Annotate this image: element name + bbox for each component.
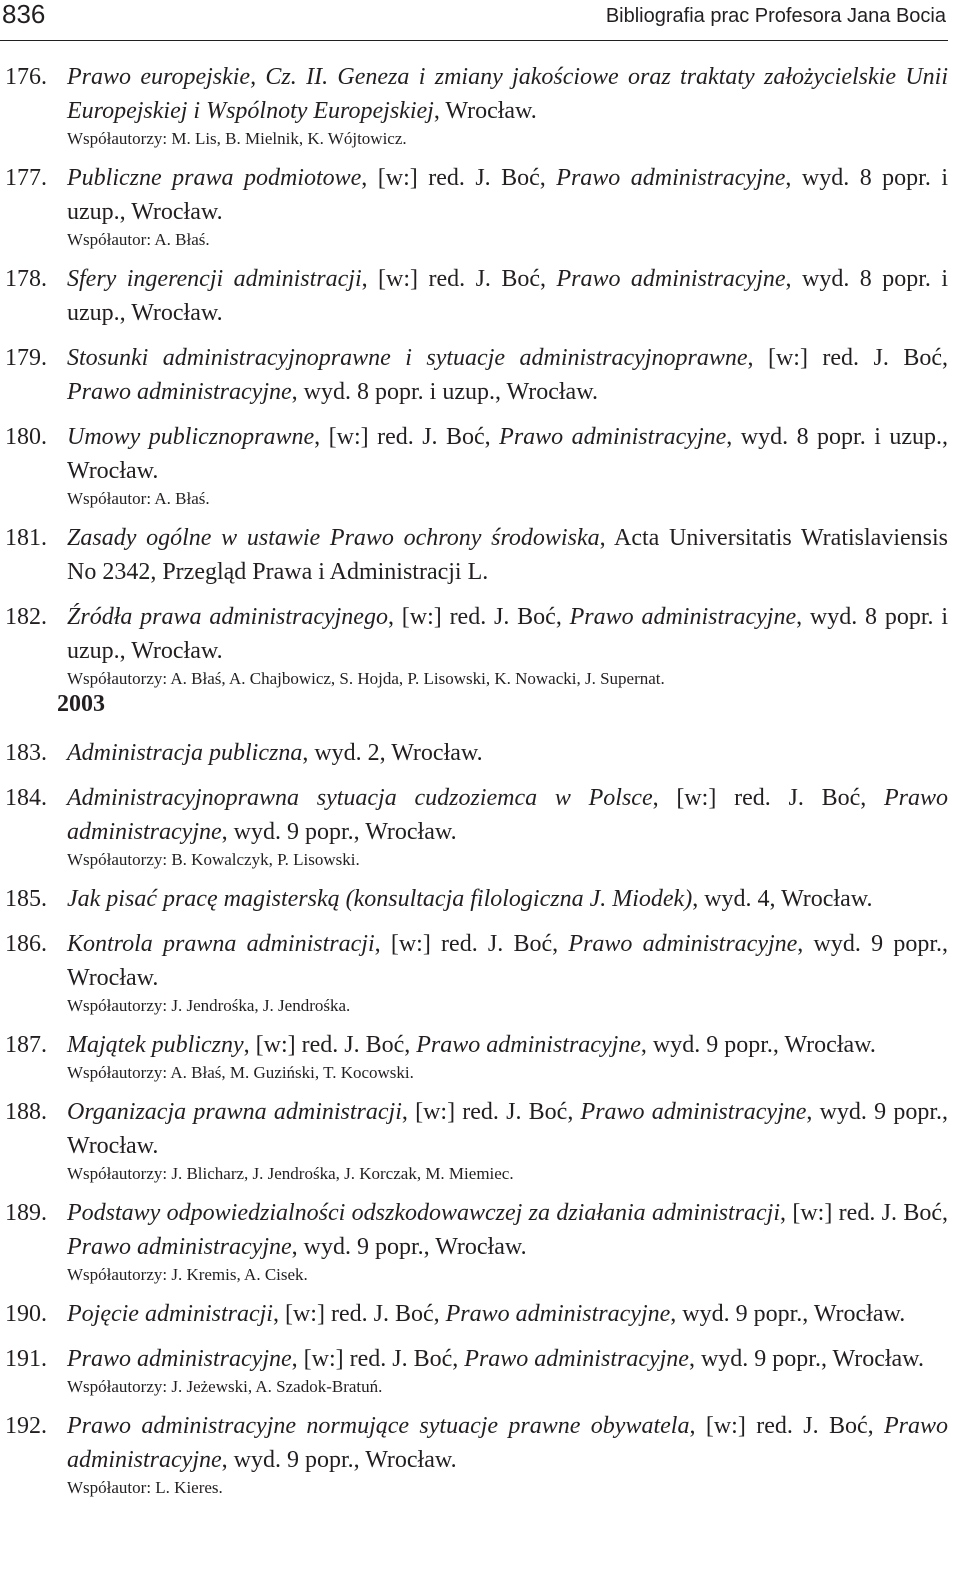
- entry-publication: , Acta Universitatis Wratislaviensis No 2342, Przegląd Prawa i Administracji L.: [67, 525, 948, 585]
- entry-publication: , wyd. 9 popr., Wrocław.: [291, 1234, 527, 1260]
- entry-coauthors: Współautorzy: J. Kremis, A. Cisek.: [67, 1265, 308, 1284]
- entry-editor: , [w:] red. J. Boć,: [361, 266, 557, 292]
- entry-title: Publiczne prawa podmiotowe: [67, 165, 362, 191]
- entry-title: Sfery ingerencji administracji: [67, 266, 362, 292]
- entry-number: 180.: [5, 424, 47, 450]
- entry-editor: , [w:] red. J. Boć,: [272, 1301, 446, 1327]
- entry-book-title: Prawo administracyjne: [464, 1346, 689, 1372]
- entry-coauthors: Współautorzy: J. Jeżewski, A. Szadok-Bratuń.: [67, 1377, 383, 1396]
- entry-publication: , wyd. 2, Wrocław.: [302, 740, 483, 766]
- entry-text: [67, 521, 948, 589]
- entry-number: 182.: [5, 604, 47, 630]
- entry-publication: , wyd. 9 popr., Wrocław.: [221, 1447, 457, 1473]
- entry-book-title: Prawo administracyjne: [445, 1301, 671, 1327]
- entry-coauthors: Współautor: A. Błaś.: [67, 230, 210, 249]
- entry-spacer: [0, 589, 948, 600]
- entry-editor: , [w:] red. J. Boć,: [387, 604, 570, 630]
- entry-number: 189.: [5, 1200, 47, 1226]
- entry-editor: , [w:] red. J. Boć,: [243, 1032, 417, 1058]
- entry-book-title: Prawo administracyjne: [499, 424, 727, 450]
- entry-text: [67, 781, 948, 849]
- bibliography-entry: [0, 1095, 948, 1185]
- entry-number: 184.: [5, 785, 47, 811]
- entry-text: [67, 1409, 948, 1477]
- entry-editor: , [w:] red. J. Boć,: [291, 1346, 465, 1372]
- entry-text: [67, 262, 948, 330]
- running-title: Bibliografia prac Profesora Jana Bocia: [605, 5, 946, 27]
- entry-publication: , wyd. 9 popr., Wrocław.: [67, 1099, 948, 1159]
- entry-book-title: Prawo administracyjne: [580, 1099, 807, 1125]
- bibliography-list-2003: [0, 736, 948, 1510]
- entry-text: [67, 1028, 948, 1062]
- entry-title: Majątek publiczny: [67, 1032, 244, 1058]
- entry-coauthors: Współautor: A. Błaś.: [67, 489, 210, 508]
- entry-book-title: Prawo administracyjne: [568, 931, 798, 957]
- entry-publication: , wyd. 8 popr. i uzup., Wrocław.: [67, 165, 948, 225]
- entry-publication: , wyd. 9 popr., Wrocław.: [640, 1032, 876, 1058]
- entry-book-title: Prawo administracyjne: [67, 379, 292, 405]
- entry-text: [67, 1297, 948, 1331]
- entry-text: [67, 927, 948, 995]
- bibliography-entry: [0, 736, 948, 781]
- bibliography-entry: [0, 927, 948, 1017]
- bibliography-entry: [0, 882, 948, 927]
- bibliography-entry: [0, 420, 948, 510]
- entry-publication: , Wrocław.: [433, 98, 537, 124]
- entry-editor: , [w:] red. J. Boć,: [689, 1413, 884, 1439]
- entry-editor: , [w:] red. J. Boć,: [401, 1099, 581, 1125]
- entry-title: Organizacja prawna administracji: [67, 1099, 402, 1125]
- entry-text: [67, 420, 948, 488]
- bibliography-list-2002: [0, 60, 948, 701]
- entry-number: 192.: [5, 1413, 47, 1439]
- entry-text: [67, 60, 948, 128]
- entry-text: [67, 600, 948, 668]
- entry-text: [67, 882, 948, 916]
- entry-publication: , wyd. 9 popr., Wrocław.: [221, 819, 457, 845]
- entry-number: 186.: [5, 931, 47, 957]
- entry-title: Stosunki administracyjnoprawne i sytuacje administracyjnoprawne: [67, 345, 748, 371]
- running-header: [0, 0, 948, 41]
- bibliography-entry: [0, 161, 948, 251]
- entry-title: Zasady ogólne w ustawie Prawo ochrony środowiska: [67, 525, 600, 551]
- entry-number: 187.: [5, 1032, 47, 1058]
- entry-coauthors: Współautorzy: B. Kowalczyk, P. Lisowski.: [67, 850, 360, 869]
- entry-text: [67, 1342, 948, 1376]
- entry-editor: , [w:] red. J. Boć,: [780, 1200, 948, 1226]
- entry-book-title: Prawo administracyjne: [556, 266, 786, 292]
- entry-coauthors: Współautorzy: J. Jendrośka, J. Jendrośka.: [67, 996, 351, 1015]
- entry-number: 176.: [5, 64, 47, 90]
- entry-number: 188.: [5, 1099, 47, 1125]
- bibliography-entry: [0, 60, 948, 150]
- entry-book-title: Prawo administracyjne: [416, 1032, 641, 1058]
- bibliography-entry: [0, 1342, 948, 1398]
- entry-coauthors: Współautor: L. Kieres.: [67, 1478, 223, 1497]
- entry-number: 178.: [5, 266, 47, 292]
- entry-editor: , [w:] red. J. Boć,: [361, 165, 557, 191]
- entry-publication: , wyd. 8 popr. i uzup., Wrocław.: [67, 424, 948, 484]
- entry-title: Administracyjnoprawna sytuacja cudzoziemca w Polsce: [67, 785, 653, 811]
- entry-spacer: [0, 409, 948, 420]
- entry-number: 183.: [5, 740, 47, 766]
- bibliography-entry: [0, 600, 948, 690]
- entry-text: [67, 161, 948, 229]
- entry-editor: , [w:] red. J. Boć,: [314, 424, 500, 450]
- page-number: 836: [2, 0, 46, 29]
- entry-publication: , wyd. 8 popr. i uzup., Wrocław.: [67, 266, 948, 326]
- entry-publication: , wyd. 8 popr. i uzup., Wrocław.: [291, 379, 598, 405]
- entry-number: 191.: [5, 1346, 47, 1372]
- entry-publication: , wyd. 4, Wrocław.: [692, 886, 873, 912]
- entry-number: 185.: [5, 886, 47, 912]
- entry-editor: , [w:] red. J. Boć,: [747, 345, 948, 371]
- entry-publication: , wyd. 9 popr., Wrocław.: [670, 1301, 906, 1327]
- year-heading: 2003: [57, 691, 105, 717]
- entry-coauthors: Współautorzy: A. Błaś, A. Chajbowicz, S. Hojda, P. Lisowski, K. Nowacki, J. Supernat.: [67, 669, 665, 688]
- bibliography-entry: [0, 781, 948, 871]
- entry-number: 190.: [5, 1301, 47, 1327]
- entry-number: 177.: [5, 165, 47, 191]
- entry-title: Źródła prawa administracyjnego: [67, 604, 388, 630]
- bibliography-entry: [0, 341, 948, 420]
- entry-publication: , wyd. 9 popr., Wrocław.: [67, 931, 948, 991]
- bibliography-entry: [0, 1028, 948, 1084]
- entry-coauthors: Współautorzy: A. Błaś, M. Guziński, T. Kocowski.: [67, 1063, 414, 1082]
- entry-coauthors: Współautorzy: J. Blicharz, J. Jendrośka, J. Korczak, M. Miemiec.: [67, 1164, 514, 1183]
- bibliography-entry: [0, 521, 948, 600]
- entry-publication: , wyd. 9 popr., Wrocław.: [688, 1346, 924, 1372]
- entry-spacer: [0, 330, 948, 341]
- entry-title: Administracja publiczna: [67, 740, 303, 766]
- entry-book-title: Prawo administracyjne: [67, 785, 948, 845]
- entry-title: Pojęcie administracji: [67, 1301, 273, 1327]
- entry-title: Kontrola prawna administracji: [67, 931, 375, 957]
- entry-book-title: Prawo administracyjne: [67, 1234, 292, 1260]
- entry-text: [67, 341, 948, 409]
- entry-text: [67, 1095, 948, 1163]
- entry-title: Jak pisać pracę magisterską (konsultacja filologiczna J. Miodek): [67, 886, 693, 912]
- bibliography-entry: [0, 1409, 948, 1499]
- bibliography-entry: [0, 1196, 948, 1286]
- entry-spacer: [0, 916, 948, 927]
- entry-spacer: [0, 770, 948, 781]
- entry-book-title: Prawo administracyjne: [556, 165, 786, 191]
- entry-book-title: Prawo administracyjne: [569, 604, 797, 630]
- entry-text: [67, 1196, 948, 1264]
- entry-spacer: [0, 1331, 948, 1342]
- entry-editor: , [w:] red. J. Boć,: [374, 931, 569, 957]
- entry-number: 179.: [5, 345, 47, 371]
- entry-coauthors: Współautorzy: M. Lis, B. Mielnik, K. Wójtowicz.: [67, 129, 407, 148]
- entry-title: Prawo administracyjne normujące sytuacje prawne obywatela: [67, 1413, 690, 1439]
- entry-title: Prawo europejskie, Cz. II. Geneza i zmiany jakościowe oraz traktaty założycielskie Unii Europejskiej i Wspólnoty Europejskiej: [67, 64, 948, 124]
- entry-title: Podstawy odpowiedzialności odszkodowawczej za działania administracji: [67, 1200, 781, 1226]
- entry-editor: , [w:] red. J. Boć,: [652, 785, 884, 811]
- entry-book-title: Prawo administracyjne: [67, 1413, 948, 1473]
- entry-number: 181.: [5, 525, 47, 551]
- entry-publication: , wyd. 8 popr. i uzup., Wrocław.: [67, 604, 949, 664]
- bibliography-entry: [0, 1297, 948, 1342]
- entry-title: Prawo administracyjne: [67, 1346, 292, 1372]
- entry-text: [67, 736, 948, 770]
- bibliography-entry: [0, 262, 948, 341]
- entry-title: Umowy publicznoprawne: [67, 424, 315, 450]
